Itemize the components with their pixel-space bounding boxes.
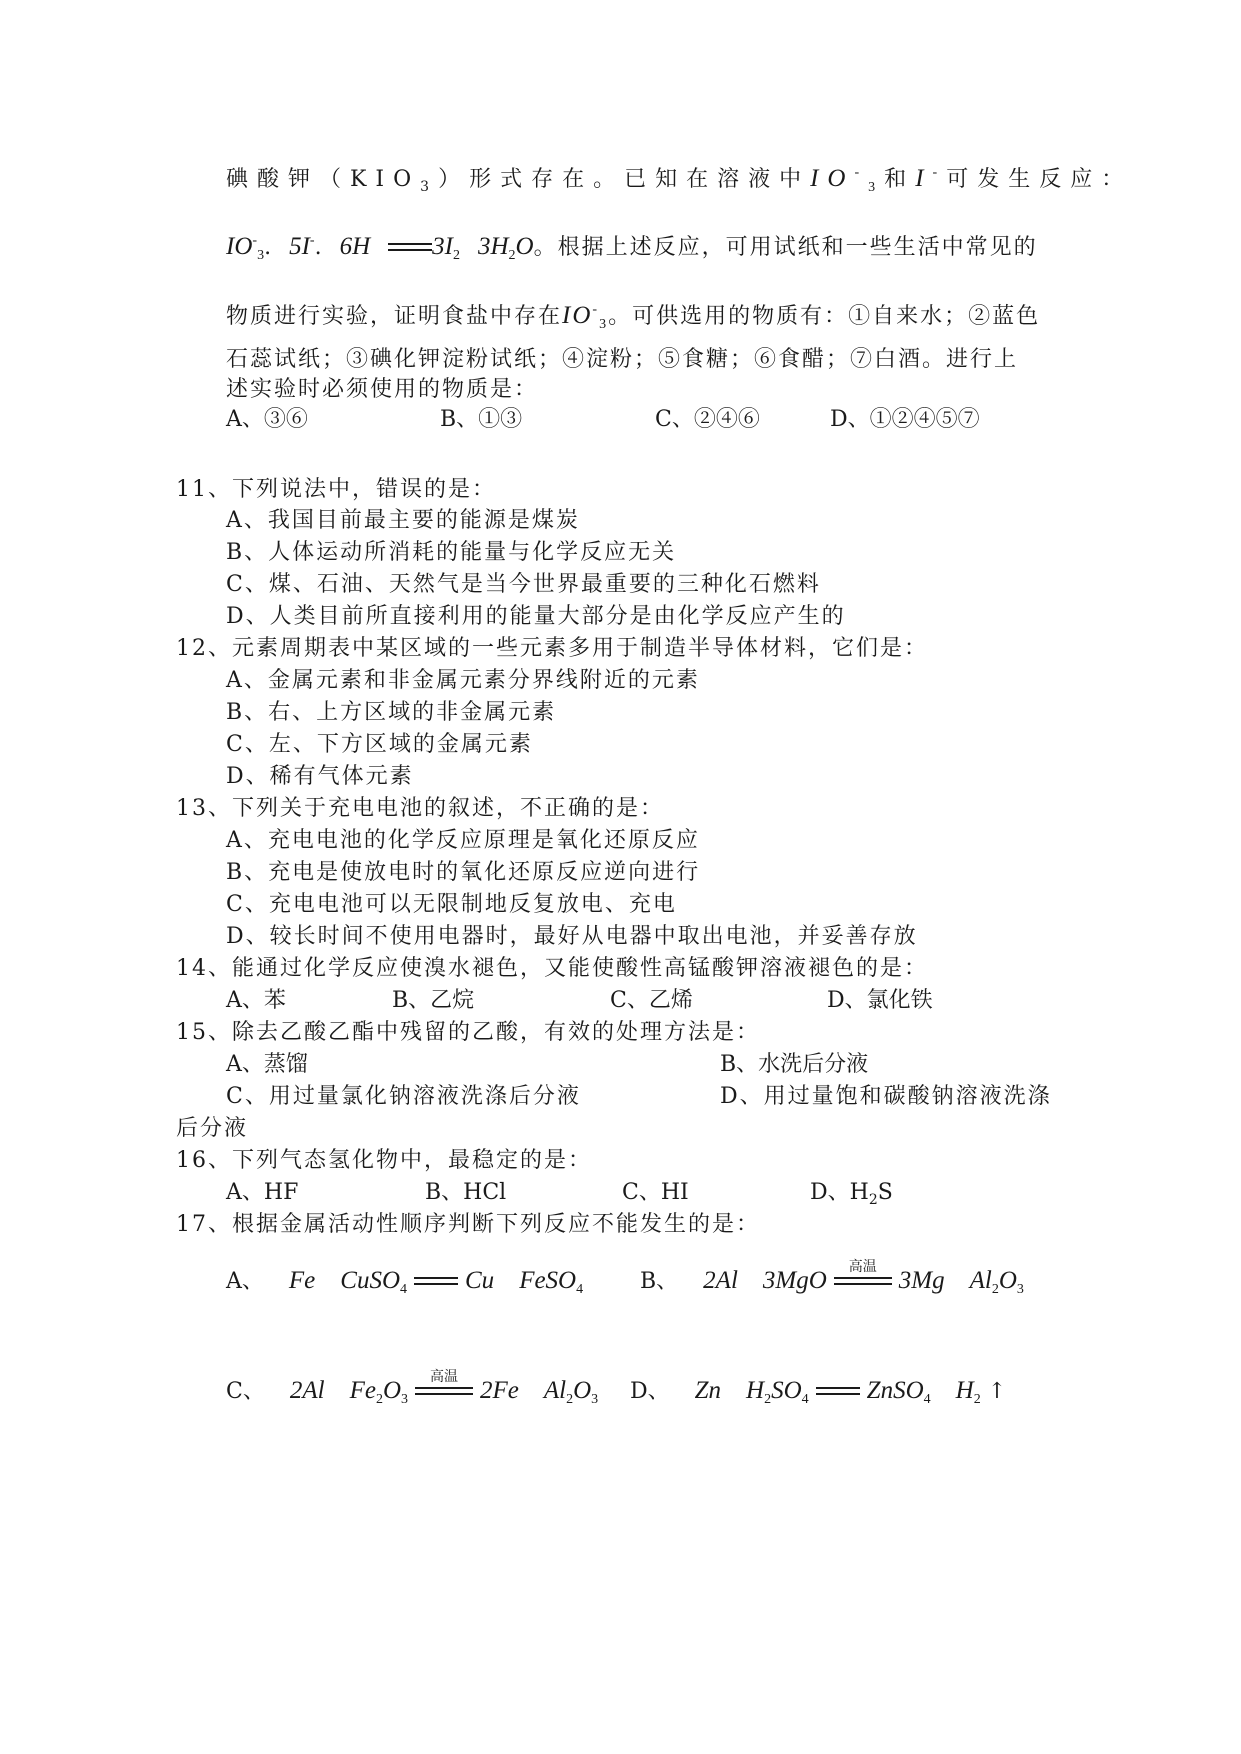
q14-option-b: B、乙烷 <box>392 988 475 1013</box>
q10-line-4: 石蕊试纸；③碘化钾淀粉试纸；④淀粉；⑤食糖；⑥食醋；⑦白酒。进行上 <box>226 347 1019 372</box>
q14-option-d: D、氯化铁 <box>827 988 933 1013</box>
equals-sign <box>816 1382 860 1402</box>
iodate-ion-2: $IO^-_3$ <box>562 302 609 332</box>
equation-product-water: $3H_2O$ <box>477 233 534 263</box>
equation-reactant-h: 6H <box>339 233 371 260</box>
equation-reactant-iodate: $IO^-_3$ <box>226 233 265 263</box>
q15-option-b: B、水洗后分液 <box>720 1052 869 1077</box>
q10-option-d: D、①②④⑤⑦ <box>830 407 980 432</box>
q16-stem: 16、下列气态氢化物中，最稳定的是： <box>176 1148 592 1173</box>
q13-option-a: A、充电电池的化学反应原理是氧化还原反应 <box>226 828 700 853</box>
q10-option-b: B、①③ <box>440 407 523 432</box>
equation-product-i2: $3I_2$ <box>432 233 460 263</box>
q10-option-c: C、②④⑥ <box>655 407 760 432</box>
high-temperature-equals: 高温 <box>834 1272 892 1292</box>
q12-option-b: B、右、上方区域的非金属元素 <box>226 700 557 725</box>
q17-option-c: C、 2Al $Fe_2O_3$ 高温 2Fe $Al_2O_3$ <box>226 1369 599 1407</box>
equals-sign <box>388 238 432 258</box>
q16-option-c: C、HI <box>622 1180 689 1205</box>
q17-option-d: D、 Zn $H_2SO_4$ ZnSO$_4$ $H_2$ ↑ <box>630 1377 1007 1407</box>
q15-option-c: C、用过量氯化钠溶液洗涤后分液 <box>226 1084 581 1109</box>
q16-option-a: A、HF <box>226 1180 299 1205</box>
q10-option-a: A、③⑥ <box>226 407 308 432</box>
q11-option-c: C、煤、石油、天然气是当今世界最重要的三种化石燃料 <box>226 572 821 597</box>
q14-stem: 14、能通过化学反应使溴水褪色，又能使酸性高锰酸钾溶液褪色的是： <box>176 956 928 981</box>
q12-stem: 12、元素周期表中某区域的一些元素多用于制造半导体材料，它们是： <box>176 636 928 661</box>
q12-option-d: D、稀有气体元素 <box>226 764 414 789</box>
q14-option-a: A、苯 <box>226 988 286 1013</box>
q17-stem: 17、根据金属活动性顺序判断下列反应不能发生的是： <box>176 1212 760 1237</box>
q11-stem: 11、下列说法中，错误的是： <box>176 477 496 502</box>
q13-option-c: C、充电电池可以无限制地反复放电、充电 <box>226 892 677 917</box>
equation-reactant-iodide: 5I- <box>289 233 315 260</box>
q11-option-b: B、人体运动所消耗的能量与化学反应无关 <box>226 540 677 565</box>
q10-line-5: 述实验时必须使用的物质是： <box>226 377 539 402</box>
q11-option-d: D、人类目前所直接利用的能量大部分是由化学反应产生的 <box>226 604 846 629</box>
iodate-ion: $IO^-_3$ <box>810 165 885 195</box>
q10-line-1: 碘酸钾$(KIO_3)$形式存在。已知在溶液中$IO^-_3$和I-可发生反应： <box>226 165 1133 195</box>
q15-option-a: A、蒸馏 <box>226 1052 308 1077</box>
q13-option-b: B、充电是使放电时的氧化还原反应逆向进行 <box>226 860 701 885</box>
gas-arrow-icon: ↑ <box>987 1379 1007 1404</box>
q11-option-a: A、我国目前最主要的能源是煤炭 <box>226 508 580 533</box>
q10-line-3: 物质进行实验，证明食盐中存在$IO^-_3$。可供选用的物质有：①自来水；②蓝色 <box>226 302 1041 332</box>
q17-option-b: B、 2Al 3MgO 高温 3Mg $Al_2O_3$ <box>640 1259 1024 1297</box>
q12-option-c: C、左、下方区域的金属元素 <box>226 732 533 757</box>
q14-option-c: C、乙烯 <box>610 988 693 1013</box>
q15-option-d: D、用过量饱和碳酸钠溶液洗涤 <box>720 1084 1052 1109</box>
q16-option-d: D、$H_2S$ <box>810 1180 893 1208</box>
q10-line-2: $IO^-_3$. 5I-. 6H $3I_2$ $3H_2O$。根据上述反应，可用试纸和一些生活中常见的 <box>226 233 1038 263</box>
high-temperature-equals: 高温 <box>415 1382 473 1402</box>
q13-option-d: D、较长时间不使用电器时，最好从电器中取出电池，并妥善存放 <box>226 924 918 949</box>
q12-option-a: A、金属元素和非金属元素分界线附近的元素 <box>226 668 700 693</box>
q17-option-a: A、 Fe CuSO$_4$ Cu FeSO$_4$ <box>226 1267 584 1297</box>
q15-option-d-wrap: 后分液 <box>176 1116 249 1141</box>
equals-sign <box>414 1272 458 1292</box>
q15-stem: 15、除去乙酸乙酯中残留的乙酸，有效的处理方法是： <box>176 1020 760 1045</box>
q13-stem: 13、下列关于充电电池的叙述，不正确的是： <box>176 796 664 821</box>
iodide-ion: I- <box>915 165 947 192</box>
q16-option-b: B、HCl <box>425 1180 507 1205</box>
